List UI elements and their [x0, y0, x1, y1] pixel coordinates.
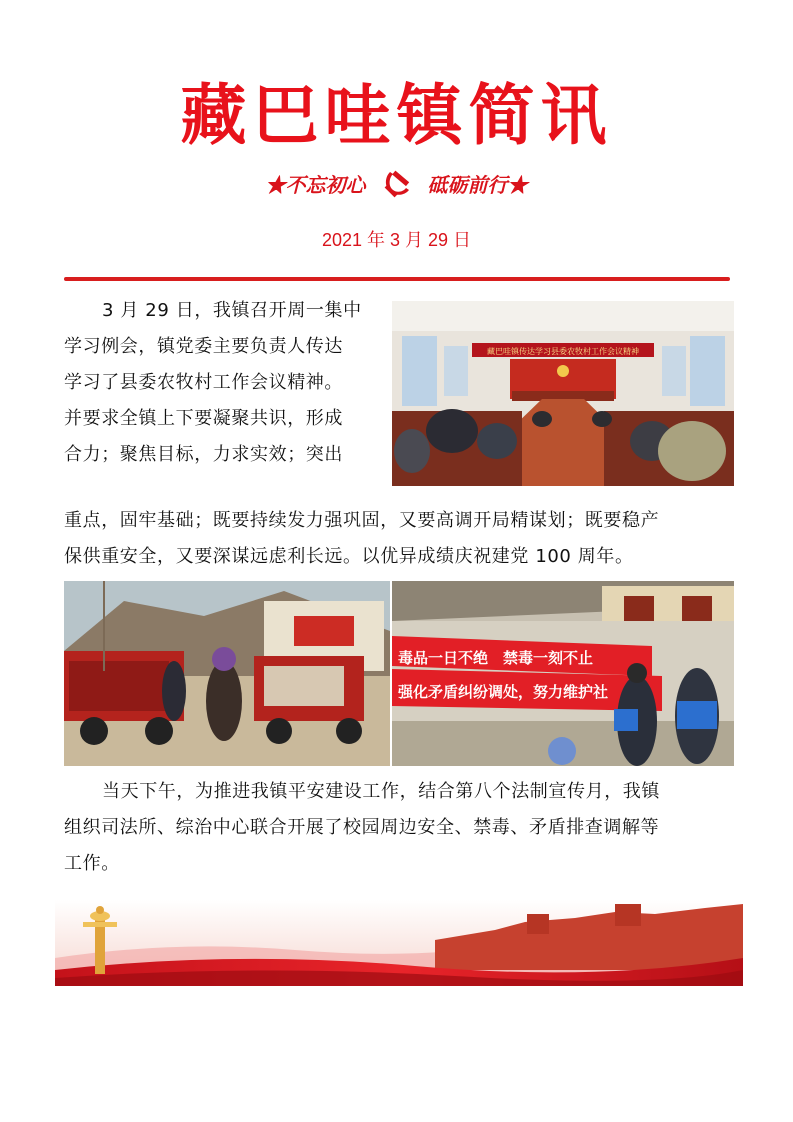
newsletter-title: 藏巴哇镇简讯 — [180, 76, 613, 154]
text-line: 学习例会，镇党委主要负责人传达 — [64, 336, 343, 357]
header-divider — [64, 277, 730, 281]
footer-great-wall-banner — [55, 900, 743, 986]
slogan-row — [0, 166, 793, 200]
campaign-photo-vehicles — [64, 581, 390, 766]
issue-date: 2021 年 3 月 29 日 — [321, 230, 472, 250]
campaign-photo-banner — [392, 581, 734, 766]
article-paragraph-1 — [64, 293, 380, 473]
article-paragraph-1-cont — [64, 503, 744, 575]
text-line: 3 月 29 日，我镇召开周一集中 — [102, 300, 362, 321]
slogan-left: ★不忘初心 — [265, 172, 366, 197]
text-line: 并要求全镇上下要凝聚共识，形成 — [64, 408, 343, 429]
text-line: 当天下午，为推进我镇平安建设工作，结合第八个法制宣传月，我镇 — [102, 781, 660, 802]
text-line: 合力；聚焦目标，力求实效；突出 — [64, 444, 343, 465]
text-line: 重点，固牢基础；既要持续发力强巩固，又要高调开局精谋划；既要稳产 — [64, 510, 660, 531]
article-paragraph-2 — [64, 774, 744, 882]
banner-text-1: 毒品一日不绝 禁毒一刻不止 — [398, 649, 594, 667]
text-line: 组织司法所、综治中心联合开展了校园周边安全、禁毒、矛盾排查调解等 — [64, 817, 660, 838]
hammer-sickle-icon — [380, 166, 414, 200]
slogan-right: 砥砺前行★ — [427, 172, 528, 197]
meeting-photo — [392, 301, 734, 486]
text-line: 工作。 — [64, 853, 120, 874]
text-line: 学习了县委农牧村工作会议精神。 — [64, 372, 343, 393]
banner-text-2: 强化矛盾纠纷调处，努力维护社 — [398, 683, 609, 701]
meeting-banner: 藏巴哇镇传达学习县委农牧村工作会议精神 — [487, 347, 639, 356]
text-line: 保供重安全，又要深谋远虑利长远。以优异成绩庆祝建党 100 周年。 — [64, 546, 634, 567]
